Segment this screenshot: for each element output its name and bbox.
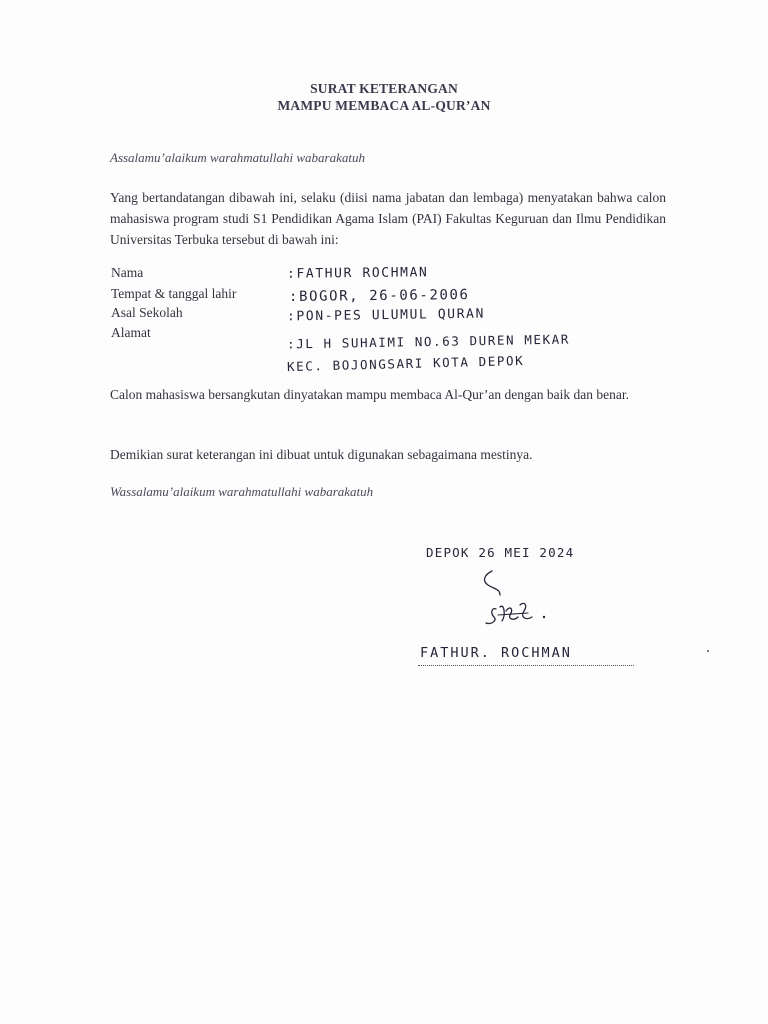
label-asal-sekolah: Asal Sekolah	[111, 305, 183, 320]
signature-line	[418, 665, 634, 666]
value-nama: :FATHUR ROCHMAN	[286, 265, 429, 282]
value-tempat-tanggal-lahir: :BOGOR, 26-06-2006	[288, 287, 470, 305]
handwritten-signature	[470, 565, 580, 635]
label-alamat: Alamat	[111, 325, 151, 340]
letter-subtitle: MAMPU MEMBACA AL-QUR’AN	[277, 98, 491, 113]
intro-paragraph: Yang bertandatangan dibawah ini, selaku (diisi nama jabatan dan lembaga) menyatakan bahwa calon mahasiswa program studi S1 Pendidikan Agama Islam (PAI) Fakultas Keguruan dan Ilmu Pendidikan Universitas Terbuka tersebut di bawah ini:	[110, 190, 666, 247]
value-alamat-line1: :JL H SUHAIMI NO.63 DUREN MEKAR	[286, 331, 571, 352]
statement-paragraph: Calon mahasiswa bersangkutan dinyatakan mampu membaca Al-Qur’an dengan baik dan benar.	[110, 387, 629, 402]
letter-title: SURAT KETERANGAN	[310, 81, 458, 96]
label-tempat-tanggal-lahir: Tempat & tanggal lahir	[111, 286, 237, 301]
place-date: DEPOK 26 MEI 2024	[426, 545, 575, 560]
signer-name: FATHUR. ROCHMAN	[420, 645, 572, 661]
closing-greeting: Wassalamu’alaikum warahmatullahi wabarakatuh	[110, 484, 374, 499]
value-alamat-line2: KEC. BOJONGSARI KOTA DEPOK	[286, 352, 525, 375]
label-nama: Nama	[111, 265, 144, 280]
opening-greeting: Assalamu’alaikum warahmatullahi wabarakatuh	[110, 150, 365, 165]
value-asal-sekolah: :PON-PES ULUMUL QURAN	[286, 306, 486, 325]
closing-paragraph: Demikian surat keterangan ini dibuat untuk digunakan sebagaimana mestinya.	[110, 447, 533, 462]
stray-mark	[707, 650, 709, 652]
